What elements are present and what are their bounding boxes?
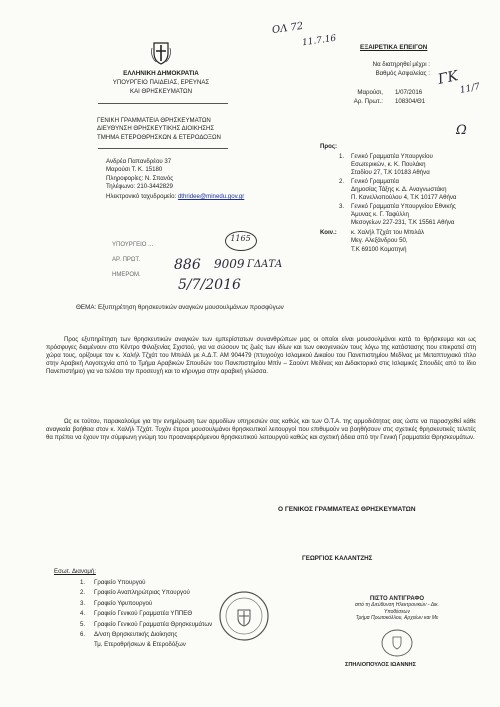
receipt-tag: ΓΔΑΤΑ bbox=[247, 259, 283, 270]
body-paragraph: Ως εκ τούτου, παρακαλούμε για την ενημέρωση των αρμοδίων υπηρεσιών σας καθώς και των Ο.Τ.Α. της αρμοδιότητας σας ώστε να παρασχεθεί κάθε αναγκαία βοήθεια στον κ. Χαλήλ Τζχάτ. Τυχόν έτεροι μουσουλμάνοι θρησκευτικοί λειτουργοί που επιθυμούν να βοηθήσουν στις σχετικές θρησκευτικές τελετές θα πρέπει να έχουν την σύμφωνη γνώμη του προαναφερόμενου θρησκευτικού λειτουργού καθώς και σχετική άδεια από την Γενική Γραμματεία Θρησκευμάτων. bbox=[46, 418, 476, 441]
signature-title: Ο ΓΕΝΙΚΟΣ ΓΡΑΜΜΑΤΕΑΣ ΘΡΗΣΚΕΥΜΑΤΩΝ bbox=[278, 506, 416, 513]
greek-coat-of-arms-icon bbox=[150, 40, 172, 66]
address: Ανδρέα Παπανδρέου 37 bbox=[106, 158, 172, 165]
copy-stamp-line: από τη Διεύθυνση Ηλεκτρονικών - Δικ. bbox=[354, 602, 440, 609]
stamp-line: ΑΡ. ΠΡΩΤ. bbox=[112, 257, 141, 263]
copy-stamp-title: ΠΙΣΤΟ ΑΝΤΙΓΡΑΦΟ bbox=[369, 596, 425, 602]
handwritten-initials: 11/7 bbox=[459, 82, 482, 96]
copy-stamp-line: Υποθέσεων bbox=[384, 608, 410, 615]
stamp-line: ΥΠΟΥΡΓΕΙΟ ... bbox=[112, 242, 154, 248]
receipt-code: 9009 bbox=[214, 257, 245, 271]
email-row bbox=[106, 193, 244, 200]
recipient-line: Γενικό Γραμματέα Υπουργείου Εθνικής bbox=[351, 203, 456, 210]
email-label: Ηλεκτρονικό ταχυδρομείο: bbox=[106, 193, 178, 200]
handwritten-initials: ΓΚ bbox=[436, 68, 460, 88]
copy-stamp-line: Τμήμα Πρωτοκόλλου, Αρχείων και Με bbox=[355, 615, 439, 622]
distribution-label: Εσωτ. Διανομή: bbox=[54, 568, 96, 575]
cc-line: Τ.Κ 69100 Κομοτηνή bbox=[351, 246, 407, 253]
signature-name: ΓΕΩΡΓΙΟΣ ΚΑΛΑΝΤΖΗΣ bbox=[302, 555, 373, 562]
handwritten-mark: Ω bbox=[456, 123, 467, 138]
distribution-item: 2. Γραφείο Αναπληρώτριας Υπουργού bbox=[80, 589, 190, 597]
protocol-label: Αρ. Πρωτ.: bbox=[353, 98, 383, 105]
cc-line: κ. Χαλήλ Τζχάτ του Μπιλάλ bbox=[351, 229, 425, 236]
recipient-line: Μεσογείων 227-231, Τ.Κ 15561 Αθήνα bbox=[351, 219, 455, 226]
handwritten-note: ΟΛ 72 bbox=[271, 20, 304, 37]
urgency-label: ΕΞΑΙΡΕΤΙΚΑ ΕΠΕΙΓΟΝ bbox=[360, 44, 428, 51]
distribution-item: 3. Γραφείο Υφυπουργού bbox=[80, 599, 153, 607]
cc-label: Κοιν.: bbox=[320, 229, 337, 236]
security-label: Βαθμός Ασφαλείας : bbox=[375, 70, 430, 77]
to-label: Προς: bbox=[320, 143, 338, 150]
recipient-line: Σταδίου 27, Τ.Κ 10183 Αθήνα bbox=[351, 169, 430, 176]
recipient-line: Εσωτερικών, κ. Κ. Πουλάκη bbox=[351, 161, 426, 168]
keep-until-label: Να διατηρηθεί μέχρι : bbox=[372, 61, 430, 68]
secretariat-line: ΤΜΗΜΑ ΕΤΕΡΟΘΡΗΣΚΩΝ & ΕΤΕΡΟΔΟΞΩΝ bbox=[97, 134, 221, 141]
copy-stamp-seal-icon bbox=[380, 628, 414, 658]
distribution-item: 4. Γραφείο Γενικού Γραμματέα ΥΠΠΕΘ bbox=[80, 610, 193, 618]
circle-number: 1165 bbox=[230, 234, 251, 243]
recipient-line: Π. Κανελλοπούλου 4, Τ.Κ 10177 Αθήνα bbox=[351, 194, 457, 201]
header-divider bbox=[98, 103, 228, 104]
recipient-line: Γενικό Γραμματέα bbox=[351, 178, 400, 185]
recipient-line: Δημοσίας Τάξης κ. Δ. Αναγνωστάκη bbox=[351, 186, 447, 193]
receipt-number: 886 bbox=[174, 257, 201, 273]
distribution-item: 5. Γραφείο Γενικού Γραμματέα Θρησκευμάτων bbox=[80, 620, 213, 628]
cc-line: Μεγ. Αλεξάνδρου 50, bbox=[351, 237, 408, 244]
recipient-num: 1. bbox=[339, 153, 345, 160]
ministry-line: ΥΠΟΥΡΓΕΙΟ ΠΑΙΔΕΙΑΣ, ΕΡΕΥΝΑΣ bbox=[112, 79, 210, 86]
copy-stamp-name: ΣΠΗΛΙΟΠΟΥΛΟΣ ΙΩΑΝΝΗΣ bbox=[345, 662, 416, 668]
protocol-number: 108304/Θ1 bbox=[395, 98, 426, 105]
true-copy-stamp bbox=[322, 596, 472, 622]
email-link[interactable]: dthridee@minedu.gov.gr bbox=[177, 193, 245, 200]
body-paragraph: Προς εξυπηρέτηση των θρησκευτικών αναγκών των εμπερίστατων συνανθρώπων μας οι οποίοι είναι μουσουλμάνοι κατά το θρήσκευμα και ως πρόσφυγες διαμένουν στο Κέντρο Φιλοξενίας Σχιστού, για να σώσουν τις ζωές των ιδίων και των οικογενειών τους λόγω της κατάστασης που επικρατεί στη χώρα τους, ορίζουμε τον κ. Χαλήλ Τζχάτ του Μπιλάλ με Α.Δ.Τ. ΑΜ 904479 (πτυχιούχο Ισλαμικού Δικαίου του Πανεπιστημίου Μεδίνας με Μεταπτυχιακό τίτλο στην Αραβική Λογοτεχνία από το Τμήμα Αραβικών Σπουδών του Πανεπιστημίου Μπίν – Σαούντ Μεδίνας και Διδακτορικό στις Ισλαμικές Σπουδές από το ίδιο Πανεπιστήμιο) για να τελέσει την προσευχή και το κήρυγμα στην αραβική γλώσσα. bbox=[46, 336, 476, 375]
document-date: 1/07/2016 bbox=[395, 89, 423, 96]
recipient-num: 2. bbox=[339, 178, 345, 185]
secretariat-line: ΔΙΕΥΘΥΝΣΗ ΘΡΗΣΚΕΥΤΙΚΗΣ ΔΙΟΙΚΗΣΗΣ bbox=[97, 125, 215, 132]
country-name: ΕΛΛΗΝΙΚΗ ΔΗΜΟΚΡΑΤΙΑ bbox=[123, 70, 199, 77]
recipient-line: Άμυνας κ. Γ. Ταφύλλη bbox=[351, 211, 409, 218]
ministry-line: ΚΑΙ ΘΡΗΣΚΕΥΜΑΤΩΝ bbox=[130, 88, 192, 95]
recipient-num: 3. bbox=[339, 203, 345, 210]
distribution-list bbox=[80, 578, 212, 651]
recipient-line: Γενικό Γραμματέα Υπουργείου bbox=[351, 153, 433, 160]
handwritten-note: 11.7.16 bbox=[301, 33, 337, 49]
stamp-line: ΗΜΕΡΟΜ. bbox=[112, 272, 141, 278]
distribution-item: 1. Γραφείο Υπουργού bbox=[80, 579, 146, 586]
subject-line: ΘΕΜΑ: Εξυπηρέτηση θρησκευτικών αναγκών μουσουλμάνων προσφύγων bbox=[76, 304, 284, 311]
place-label: Μαρούσι, bbox=[357, 89, 383, 96]
distribution-item: Τμ. Ετεροθρήσκων & Ετεροδόξων bbox=[94, 641, 186, 649]
receipt-date: 5/7/2016 bbox=[178, 277, 241, 293]
header-divider bbox=[98, 148, 228, 149]
distribution-item: 6. Δ/νση Θρησκευτικής Διοίκησης bbox=[80, 631, 178, 639]
info-label: Πληροφορίες: Ν. Σπανός bbox=[106, 175, 174, 182]
ministry-seal-icon bbox=[218, 590, 270, 642]
secretariat-line: ΓΕΝΙΚΗ ΓΡΑΜΜΑΤΕΙΑ ΘΡΗΣΚΕΥΜΑΤΩΝ bbox=[97, 117, 211, 124]
phone: Τηλέφωνο: 210-3442829 bbox=[106, 183, 173, 190]
city: Μαρούσι Τ. Κ. 15180 bbox=[106, 166, 163, 173]
